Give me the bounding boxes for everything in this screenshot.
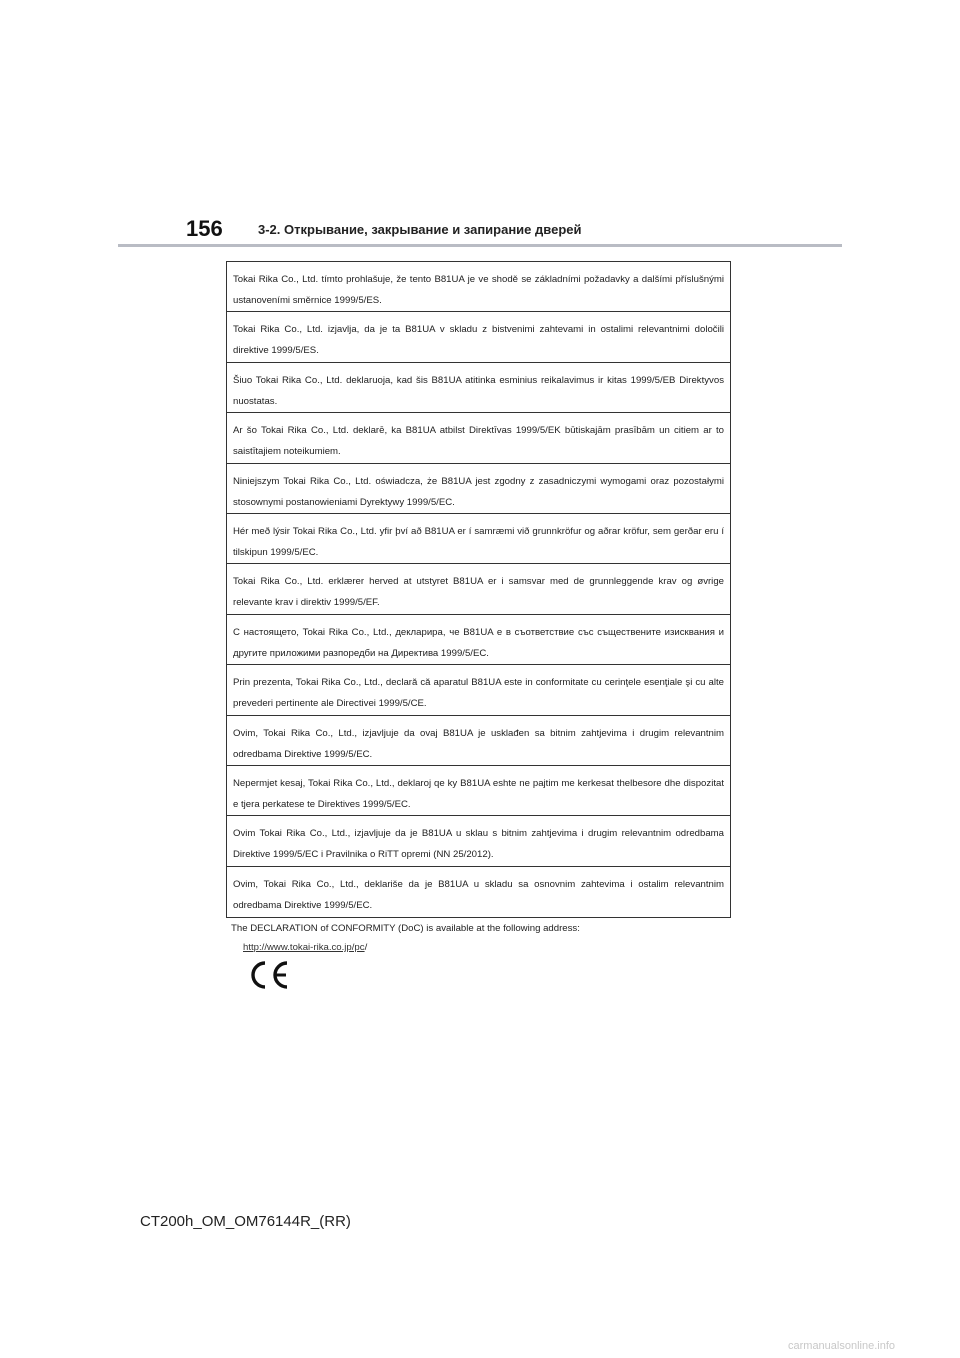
doc-link-line bbox=[243, 940, 367, 956]
declaration-row-czech: Tokai Rika Co., Ltd. tímto prohlašuje, že tento B81UA je ve shodě se základními požadavky a dalšími příslušnými ustanoveními směrnice 1999/5/ES. bbox=[227, 262, 730, 312]
declaration-table bbox=[226, 261, 731, 918]
declaration-row-icelandic: Hér með lýsir Tokai Rika Co., Ltd. yfir því að B81UA er í samræmi við grunnkröfur og aðrar kröfur, sem gerðar eru í tilskipun 1999/5/EC. bbox=[227, 514, 730, 564]
declaration-row-latvian: Ar šo Tokai Rika Co., Ltd. deklarē, ka B81UA atbilst Direktīvas 1999/5/EK būtiskajām prasībām un citiem ar to saistītajiem noteikumiem. bbox=[227, 413, 730, 463]
declaration-row-bosnian: Ovim, Tokai Rika Co., Ltd., izjavljuje da ovaj B81UA je usklađen sa bitnim zahtjevima i drugim relevantnim odredbama Direktive 1999/5/EC. bbox=[227, 716, 730, 766]
page-header bbox=[118, 214, 842, 248]
doc-link-suffix: / bbox=[364, 942, 368, 953]
manual-code: CT200h_OM_OM76144R_(RR) bbox=[140, 1213, 351, 1230]
doc-availability-note: The DECLARATION of CONFORMITY (DoC) is available at the following address: bbox=[231, 923, 580, 934]
declaration-row-norwegian: Tokai Rika Co., Ltd. erklærer herved at utstyret B81UA er i samsvar med de grunnleggende krav og øvrige relevante krav i direktiv 1999/5/EF. bbox=[227, 564, 730, 614]
declaration-row-lithuanian: Šiuo Tokai Rika Co., Ltd. deklaruoja, kad šis B81UA atitinka esminius reikalavimus ir kitas 1999/5/EB Direktyvos nuostatas. bbox=[227, 363, 730, 413]
declaration-row-polish: Niniejszym Tokai Rika Co., Ltd. oświadcza, że B81UA jest zgodny z zasadniczymi wymogami oraz pozostałymi stosownymi postanowieniami Dyrektywy 1999/5/EC. bbox=[227, 464, 730, 514]
page-number: 156 bbox=[186, 216, 223, 241]
declaration-row-romanian: Prin prezenta, Tokai Rika Co., Ltd., declară că aparatul B81UA este in conformitate cu cerinţele esenţiale şi cu alte prevederi pertinente ale Directivei 1999/5/CE. bbox=[227, 665, 730, 715]
watermark: carmanualsonline.info bbox=[788, 1340, 896, 1352]
declaration-row-croatian: Ovim Tokai Rika Co., Ltd., izjavljuje da je B81UA u sklau s bitnim zahtjevima i drugim relevantnim odredbama Direktive 1999/5/EC i Pravilnika o RiTT opremi (NN 25/2012). bbox=[227, 816, 730, 866]
declaration-row-albanian: Nepermjet kesaj, Tokai Rika Co., Ltd., deklaroj qe ky B81UA eshte ne pajtim me kerkesat thelbesore dhe dispozitat e tjera perkatese te Direktives 1999/5/EC. bbox=[227, 766, 730, 816]
declaration-row-bulgarian: С настоящето, Tokai Rika Co., Ltd., декларира, че B81UA е в съответствие със съществените изисквания и другите приложими разпоредби на Директива 1999/5/ЕС. bbox=[227, 615, 730, 665]
ce-mark-icon bbox=[246, 958, 290, 992]
declaration-row-slovenian: Tokai Rika Co., Ltd. izjavlja, da je ta B81UA v skladu z bistvenimi zahtevami in ostalimi relevantnimi določili direktive 1999/5/ES. bbox=[227, 312, 730, 362]
header-divider bbox=[118, 244, 842, 247]
doc-link[interactable]: http://www.tokai-rika.co.jp/pc bbox=[243, 942, 365, 953]
declaration-row-serbian: Ovim, Tokai Rika Co., Ltd., deklariše da je B81UA u skladu sa osnovnim zahtevima i ostalim relevantnim odredbama Direktive 1999/5/EC. bbox=[233, 878, 724, 911]
section-title: 3-2. Открывание, закрывание и запирание дверей bbox=[258, 222, 582, 237]
